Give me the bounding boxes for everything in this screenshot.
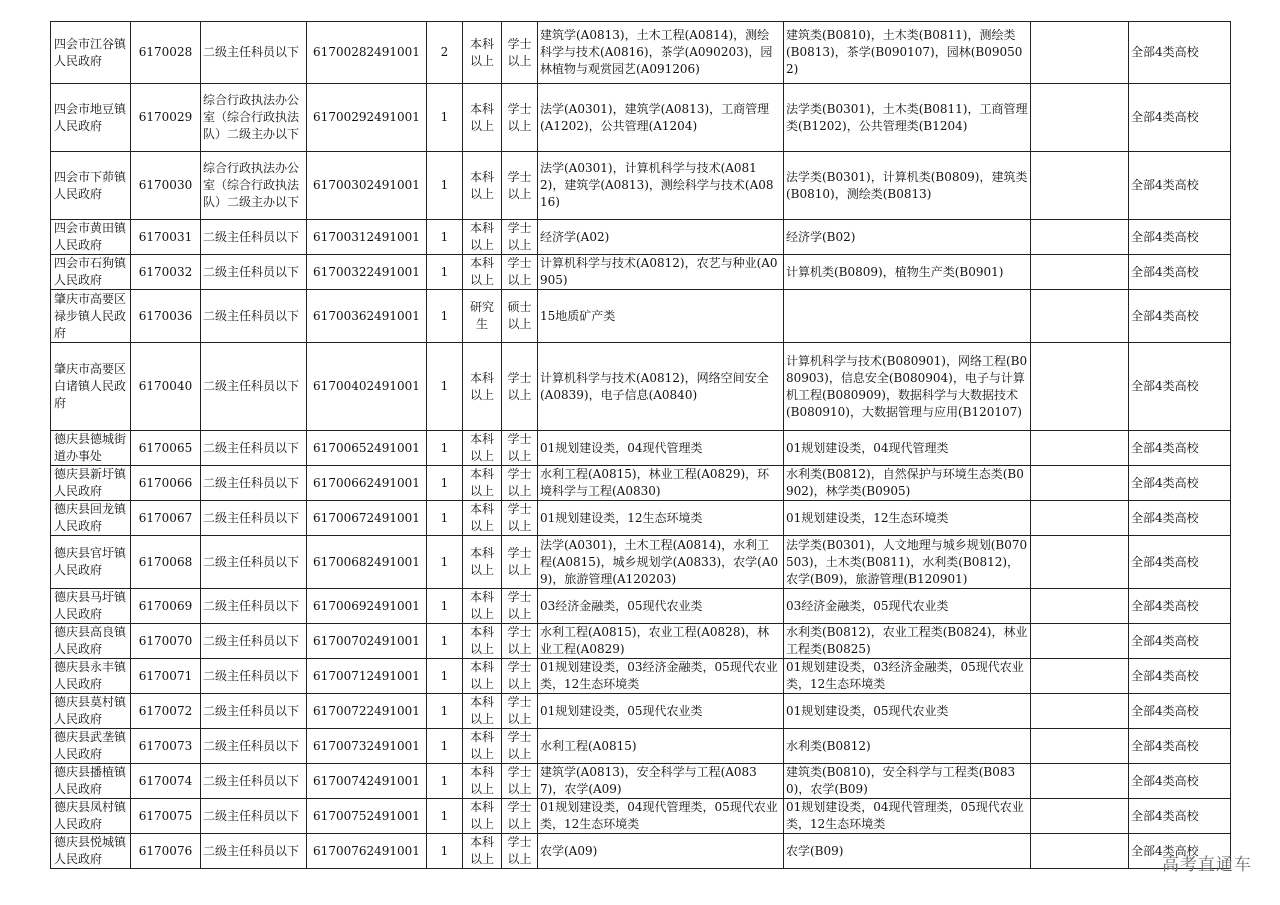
cell-major-undergrad: 01规划建设类，04现代管理类 [784,431,1031,466]
cell-education: 本科以上 [463,694,502,729]
cell-major-postgrad: 01规划建设类，12生态环境类 [538,501,784,536]
cell-count: 1 [427,220,463,255]
cell-major-postgrad: 法学(A0301)，土木工程(A0814)，水利工程(A0815)，城乡规划学(A0833)，农学(A09)，旅游管理(A120203) [538,536,784,589]
cell-unit-code: 6170031 [131,220,201,255]
cell-degree: 学士以上 [502,84,538,152]
cell-position-code: 61700402491001 [307,343,427,431]
cell-major-undergrad [784,290,1031,343]
cell-education: 本科以上 [463,220,502,255]
cell-position: 二级主任科员以下 [201,431,307,466]
cell-count: 1 [427,466,463,501]
cell-other [1031,343,1129,431]
cell-major-postgrad: 法学(A0301)，建筑学(A0813)，工商管理(A1202)，公共管理(A1204) [538,84,784,152]
cell-major-undergrad: 01规划建设类，04现代管理类，05现代农业类，12生态环境类 [784,799,1031,834]
cell-degree: 学士以上 [502,589,538,624]
cell-degree: 学士以上 [502,659,538,694]
cell-position-code: 61700322491001 [307,255,427,290]
cell-count: 1 [427,589,463,624]
cell-education: 本科以上 [463,501,502,536]
cell-position: 综合行政执法办公室（综合行政执法队）二级主办以下 [201,152,307,220]
cell-other [1031,431,1129,466]
cell-school-scope: 全部4类高校 [1129,536,1231,589]
cell-unit: 四会市石狗镇人民政府 [51,255,131,290]
cell-position: 二级主任科员以下 [201,343,307,431]
cell-major-postgrad: 01规划建设类，05现代农业类 [538,694,784,729]
table-row [51,764,1231,799]
cell-degree: 学士以上 [502,834,538,869]
cell-unit: 四会市下茆镇人民政府 [51,152,131,220]
cell-major-postgrad: 水利工程(A0815)，农业工程(A0828)，林业工程(A0829) [538,624,784,659]
table-row [51,694,1231,729]
table-row [51,22,1231,84]
cell-unit-code: 6170066 [131,466,201,501]
cell-count: 1 [427,799,463,834]
cell-school-scope: 全部4类高校 [1129,764,1231,799]
cell-major-postgrad: 01规划建设类，04现代管理类，05现代农业类，12生态环境类 [538,799,784,834]
cell-education: 本科以上 [463,764,502,799]
cell-school-scope: 全部4类高校 [1129,659,1231,694]
cell-unit-code: 6170072 [131,694,201,729]
cell-unit-code: 6170028 [131,22,201,84]
cell-unit-code: 6170040 [131,343,201,431]
cell-major-undergrad: 计算机科学与技术(B080901)，网络工程(B080903)，信息安全(B080904)，电子与计算机工程(B080909)，数据科学与大数据技术(B080910)，大数据管理与应用(B120107) [784,343,1031,431]
cell-major-postgrad: 水利工程(A0815)，林业工程(A0829)，环境科学与工程(A0830) [538,466,784,501]
cell-position-code: 61700742491001 [307,764,427,799]
cell-other [1031,466,1129,501]
cell-education: 本科以上 [463,22,502,84]
cell-unit-code: 6170073 [131,729,201,764]
cell-position-code: 61700682491001 [307,536,427,589]
cell-position: 二级主任科员以下 [201,220,307,255]
cell-unit-code: 6170029 [131,84,201,152]
cell-school-scope: 全部4类高校 [1129,694,1231,729]
cell-position: 二级主任科员以下 [201,501,307,536]
cell-other [1031,624,1129,659]
cell-other [1031,22,1129,84]
cell-position-code: 61700712491001 [307,659,427,694]
cell-unit: 德庆县德城街道办事处 [51,431,131,466]
recruitment-table-sheet [50,21,1230,869]
cell-position-code: 61700652491001 [307,431,427,466]
cell-position-code: 61700752491001 [307,799,427,834]
cell-other [1031,255,1129,290]
cell-unit: 四会市地豆镇人民政府 [51,84,131,152]
table-row [51,152,1231,220]
cell-unit-code: 6170067 [131,501,201,536]
cell-count: 1 [427,255,463,290]
cell-school-scope: 全部4类高校 [1129,255,1231,290]
table-row [51,729,1231,764]
cell-other [1031,589,1129,624]
cell-major-undergrad: 01规划建设类，03经济金融类，05现代农业类，12生态环境类 [784,659,1031,694]
table-row [51,431,1231,466]
cell-education: 本科以上 [463,729,502,764]
cell-unit: 德庆县莫村镇人民政府 [51,694,131,729]
cell-unit: 四会市江谷镇人民政府 [51,22,131,84]
cell-unit-code: 6170071 [131,659,201,694]
cell-position: 二级主任科员以下 [201,589,307,624]
table-row [51,255,1231,290]
cell-education: 本科以上 [463,466,502,501]
cell-count: 1 [427,729,463,764]
cell-degree: 学士以上 [502,536,538,589]
cell-unit: 四会市黄田镇人民政府 [51,220,131,255]
table-row [51,220,1231,255]
cell-unit-code: 6170070 [131,624,201,659]
table-row [51,799,1231,834]
cell-major-postgrad: 计算机科学与技术(A0812)，农艺与种业(A0905) [538,255,784,290]
cell-position: 二级主任科员以下 [201,466,307,501]
cell-unit: 德庆县回龙镇人民政府 [51,501,131,536]
cell-unit: 德庆县悦城镇人民政府 [51,834,131,869]
watermark-text: 高考直通车 [1162,855,1252,875]
cell-position-code: 61700302491001 [307,152,427,220]
cell-degree: 学士以上 [502,22,538,84]
cell-position: 二级主任科员以下 [201,22,307,84]
cell-unit: 德庆县马圩镇人民政府 [51,589,131,624]
cell-degree: 学士以上 [502,220,538,255]
cell-other [1031,152,1129,220]
cell-position-code: 61700722491001 [307,694,427,729]
cell-major-postgrad: 01规划建设类，04现代管理类 [538,431,784,466]
cell-unit-code: 6170068 [131,536,201,589]
table-row [51,343,1231,431]
cell-unit: 德庆县武垄镇人民政府 [51,729,131,764]
cell-unit-code: 6170074 [131,764,201,799]
cell-major-undergrad: 水利类(B0812)，自然保护与环境生态类(B0902)，林学类(B0905) [784,466,1031,501]
cell-major-undergrad: 法学类(B0301)，人文地理与城乡规划(B070503)，土木类(B0811)，水利类(B0812)，农学(B09)，旅游管理(B120901) [784,536,1031,589]
cell-other [1031,764,1129,799]
cell-major-postgrad: 15地质矿产类 [538,290,784,343]
cell-school-scope: 全部4类高校 [1129,834,1231,869]
cell-count: 1 [427,624,463,659]
cell-position-code: 61700702491001 [307,624,427,659]
cell-position-code: 61700362491001 [307,290,427,343]
cell-other [1031,220,1129,255]
cell-position: 二级主任科员以下 [201,624,307,659]
cell-degree: 学士以上 [502,729,538,764]
cell-school-scope: 全部4类高校 [1129,799,1231,834]
cell-degree: 学士以上 [502,764,538,799]
table-row [51,84,1231,152]
cell-unit-code: 6170065 [131,431,201,466]
cell-other [1031,501,1129,536]
cell-degree: 学士以上 [502,255,538,290]
cell-major-postgrad: 03经济金融类，05现代农业类 [538,589,784,624]
cell-degree: 学士以上 [502,343,538,431]
cell-major-undergrad: 水利类(B0812) [784,729,1031,764]
cell-major-undergrad: 建筑类(B0810)，安全科学与工程类(B0830)，农学(B09) [784,764,1031,799]
cell-unit-code: 6170069 [131,589,201,624]
cell-education: 本科以上 [463,536,502,589]
cell-other [1031,799,1129,834]
cell-major-undergrad: 01规划建设类，12生态环境类 [784,501,1031,536]
cell-count: 1 [427,834,463,869]
recruitment-table [50,21,1231,869]
cell-position: 二级主任科员以下 [201,834,307,869]
cell-position: 二级主任科员以下 [201,799,307,834]
cell-major-postgrad: 经济学(A02) [538,220,784,255]
cell-major-postgrad: 建筑学(A0813)，安全科学与工程(A0837)，农学(A09) [538,764,784,799]
cell-position-code: 61700692491001 [307,589,427,624]
cell-education: 本科以上 [463,255,502,290]
cell-major-undergrad: 建筑类(B0810)，土木类(B0811)，测绘类(B0813)，茶学(B090107)，园林(B090502) [784,22,1031,84]
cell-school-scope: 全部4类高校 [1129,729,1231,764]
cell-school-scope: 全部4类高校 [1129,431,1231,466]
cell-major-postgrad: 计算机科学与技术(A0812)，网络空间安全(A0839)，电子信息(A0840) [538,343,784,431]
table-row [51,536,1231,589]
cell-major-undergrad: 经济学(B02) [784,220,1031,255]
cell-unit-code: 6170036 [131,290,201,343]
cell-unit: 德庆县凤村镇人民政府 [51,799,131,834]
cell-major-undergrad: 03经济金融类，05现代农业类 [784,589,1031,624]
cell-other [1031,290,1129,343]
cell-position-code: 61700292491001 [307,84,427,152]
cell-position: 二级主任科员以下 [201,255,307,290]
table-row [51,624,1231,659]
cell-other [1031,694,1129,729]
table-row [51,589,1231,624]
cell-unit-code: 6170030 [131,152,201,220]
cell-school-scope: 全部4类高校 [1129,343,1231,431]
cell-position: 二级主任科员以下 [201,536,307,589]
cell-major-postgrad: 01规划建设类，03经济金融类，05现代农业类，12生态环境类 [538,659,784,694]
cell-count: 1 [427,431,463,466]
cell-education: 本科以上 [463,799,502,834]
cell-other [1031,834,1129,869]
cell-count: 1 [427,290,463,343]
cell-count: 1 [427,501,463,536]
cell-education: 本科以上 [463,431,502,466]
cell-major-undergrad: 计算机类(B0809)，植物生产类(B0901) [784,255,1031,290]
cell-unit-code: 6170075 [131,799,201,834]
cell-count: 1 [427,152,463,220]
cell-school-scope: 全部4类高校 [1129,501,1231,536]
cell-education: 本科以上 [463,624,502,659]
cell-unit-code: 6170032 [131,255,201,290]
cell-degree: 学士以上 [502,466,538,501]
cell-school-scope: 全部4类高校 [1129,466,1231,501]
cell-position: 二级主任科员以下 [201,290,307,343]
cell-school-scope: 全部4类高校 [1129,624,1231,659]
cell-school-scope: 全部4类高校 [1129,290,1231,343]
cell-position-code: 61700662491001 [307,466,427,501]
cell-unit: 德庆县播植镇人民政府 [51,764,131,799]
cell-major-undergrad: 水利类(B0812)，农业工程类(B0824)，林业工程类(B0825) [784,624,1031,659]
cell-education: 本科以上 [463,343,502,431]
cell-degree: 学士以上 [502,152,538,220]
cell-count: 1 [427,343,463,431]
cell-major-postgrad: 建筑学(A0813)，土木工程(A0814)，测绘科学与技术(A0816)，茶学(A090203)，园林植物与观赏园艺(A091206) [538,22,784,84]
table-row [51,659,1231,694]
cell-major-postgrad: 法学(A0301)，计算机科学与技术(A0812)，建筑学(A0813)，测绘科学与技术(A0816) [538,152,784,220]
cell-education: 本科以上 [463,834,502,869]
cell-other [1031,536,1129,589]
cell-position-code: 61700282491001 [307,22,427,84]
cell-count: 1 [427,84,463,152]
table-body [51,22,1231,869]
cell-count: 2 [427,22,463,84]
cell-major-undergrad: 法学类(B0301)，计算机类(B0809)，建筑类(B0810)，测绘类(B0813) [784,152,1031,220]
cell-degree: 学士以上 [502,624,538,659]
cell-position-code: 61700762491001 [307,834,427,869]
cell-degree: 硕士以上 [502,290,538,343]
cell-unit: 德庆县新圩镇人民政府 [51,466,131,501]
cell-position-code: 61700672491001 [307,501,427,536]
cell-education: 研究生 [463,290,502,343]
cell-education: 本科以上 [463,589,502,624]
cell-unit-code: 6170076 [131,834,201,869]
cell-position-code: 61700312491001 [307,220,427,255]
cell-school-scope: 全部4类高校 [1129,220,1231,255]
cell-count: 1 [427,694,463,729]
cell-school-scope: 全部4类高校 [1129,22,1231,84]
cell-other [1031,84,1129,152]
cell-education: 本科以上 [463,152,502,220]
cell-education: 本科以上 [463,659,502,694]
cell-degree: 学士以上 [502,501,538,536]
cell-position: 二级主任科员以下 [201,694,307,729]
cell-position: 综合行政执法办公室（综合行政执法队）二级主办以下 [201,84,307,152]
cell-unit: 肇庆市高要区禄步镇人民政府 [51,290,131,343]
cell-other [1031,659,1129,694]
cell-count: 1 [427,659,463,694]
cell-degree: 学士以上 [502,799,538,834]
cell-school-scope: 全部4类高校 [1129,84,1231,152]
cell-education: 本科以上 [463,84,502,152]
cell-school-scope: 全部4类高校 [1129,152,1231,220]
cell-major-undergrad: 农学(B09) [784,834,1031,869]
cell-school-scope: 全部4类高校 [1129,589,1231,624]
cell-position: 二级主任科员以下 [201,764,307,799]
cell-major-postgrad: 水利工程(A0815) [538,729,784,764]
cell-unit: 德庆县高良镇人民政府 [51,624,131,659]
table-row [51,501,1231,536]
cell-other [1031,729,1129,764]
table-row [51,290,1231,343]
cell-unit: 德庆县永丰镇人民政府 [51,659,131,694]
cell-degree: 学士以上 [502,694,538,729]
cell-count: 1 [427,764,463,799]
table-row [51,834,1231,869]
cell-major-postgrad: 农学(A09) [538,834,784,869]
cell-major-undergrad: 01规划建设类，05现代农业类 [784,694,1031,729]
cell-major-undergrad: 法学类(B0301)，土木类(B0811)，工商管理类(B1202)，公共管理类(B1204) [784,84,1031,152]
table-row [51,466,1231,501]
cell-unit: 德庆县官圩镇人民政府 [51,536,131,589]
cell-count: 1 [427,536,463,589]
cell-position: 二级主任科员以下 [201,729,307,764]
cell-degree: 学士以上 [502,431,538,466]
cell-position: 二级主任科员以下 [201,659,307,694]
cell-unit: 肇庆市高要区白诸镇人民政府 [51,343,131,431]
cell-position-code: 61700732491001 [307,729,427,764]
